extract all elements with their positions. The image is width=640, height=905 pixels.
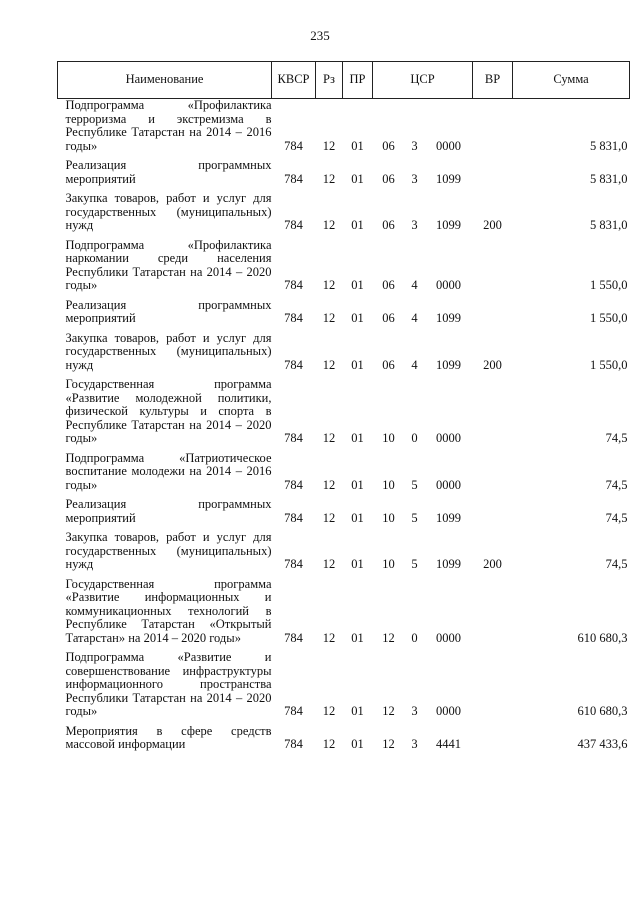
- cell-csr-subprogram: 3: [411, 704, 418, 718]
- cell-csr-direction: 1099: [436, 171, 461, 186]
- cell-vr: [473, 157, 513, 190]
- header-name: Наименование: [58, 62, 272, 99]
- cell-csr-program: 12: [382, 630, 395, 645]
- cell-vr: [473, 496, 513, 529]
- cell-rz: 12: [322, 431, 336, 445]
- cell-pr: 01: [351, 477, 364, 492]
- cell-csr-direction: 1099: [436, 557, 461, 571]
- cell-rz: 12: [322, 278, 336, 292]
- cell-name: Реализация программных мероприятий: [65, 497, 272, 525]
- header-rz: Рз: [316, 62, 343, 99]
- cell-name: Реализация программных мероприятий: [65, 158, 272, 186]
- cell-pr: 01: [351, 357, 364, 372]
- cell-name: Подпрограмма «Патриотическое воспитание молодежи на 2014 – 2016 годы»: [65, 450, 272, 492]
- cell-kvsr: 784: [284, 737, 303, 751]
- cell-csr-direction: 0000: [436, 138, 461, 153]
- cell-rz: 12: [322, 357, 336, 372]
- cell-vr: [473, 376, 513, 450]
- cell-name: Подпрограмма «Развитие и совершенствование инфраструктуры информационного пространства Республики Татарстан на 2014 – 2020 годы»: [65, 650, 272, 718]
- cell-name: Государственная программа «Развитие информационных и коммуникационных технологий в Республике Татарстан «Открытый Татарстан» на 2014 – 2020 годы»: [65, 576, 272, 645]
- cell-rz: 12: [322, 138, 336, 153]
- cell-csr-program: 06: [382, 138, 395, 153]
- table-row: [58, 649, 630, 723]
- cell-rz: 12: [322, 171, 336, 186]
- cell-csr-direction: 0000: [436, 477, 461, 492]
- cell-csr-program: 06: [382, 357, 395, 372]
- cell-sum: 5 831,0: [590, 138, 628, 153]
- cell-csr-program: 10: [382, 510, 395, 525]
- cell-sum: 1 550,0: [590, 311, 628, 325]
- cell-csr-direction: 0000: [436, 704, 461, 718]
- header-kvsr: КВСР: [272, 62, 316, 99]
- cell-rz: 12: [322, 510, 336, 525]
- cell-name: Закупка товаров, работ и услуг для государственных (муниципальных) нужд: [65, 330, 272, 372]
- cell-sum: 5 831,0: [590, 171, 628, 186]
- cell-kvsr: 784: [284, 431, 303, 445]
- cell-sum: 5 831,0: [590, 218, 628, 232]
- cell-csr-direction: 0000: [436, 278, 461, 292]
- cell-rz: 12: [322, 704, 336, 718]
- cell-rz: 12: [322, 737, 336, 751]
- cell-kvsr: 784: [284, 311, 303, 325]
- cell-name: Государственная программа «Развитие молодежной политики, физической культуры и спорта в Республике Татарстан на 2014 – 2020 годы»: [65, 377, 272, 445]
- cell-sum: 610 680,3: [577, 704, 628, 718]
- cell-csr-subprogram: 5: [411, 477, 418, 492]
- table-row: [58, 376, 630, 450]
- table-row: [58, 330, 630, 377]
- cell-kvsr: 784: [284, 138, 303, 153]
- cell-kvsr: 784: [284, 278, 303, 292]
- table-row: [58, 529, 630, 576]
- cell-csr-program: 10: [382, 557, 395, 571]
- table-row: [58, 496, 630, 529]
- cell-pr: 01: [351, 311, 364, 325]
- cell-csr-program: 06: [382, 171, 395, 186]
- cell-csr-subprogram: 0: [411, 431, 418, 445]
- cell-csr-program: 06: [382, 278, 395, 292]
- table-row: [58, 157, 630, 190]
- cell-sum: 74,5: [605, 510, 628, 525]
- cell-csr-subprogram: 4: [411, 278, 418, 292]
- cell-name: Мероприятия в сфере средств массовой информации: [65, 723, 272, 751]
- cell-csr-subprogram: 5: [411, 510, 418, 525]
- cell-pr: 01: [351, 510, 364, 525]
- cell-csr-direction: 0000: [436, 431, 461, 445]
- table-row: [58, 297, 630, 330]
- cell-sum: 1 550,0: [590, 278, 628, 292]
- cell-csr-subprogram: 3: [411, 737, 418, 751]
- cell-csr-direction: 0000: [436, 630, 461, 645]
- cell-csr-subprogram: 3: [411, 138, 418, 153]
- cell-kvsr: 784: [284, 704, 303, 718]
- cell-sum: 74,5: [605, 557, 628, 571]
- cell-pr: 01: [351, 704, 364, 718]
- cell-vr: [473, 99, 513, 158]
- table-header-row: [58, 62, 630, 99]
- header-pr: ПР: [343, 62, 373, 99]
- cell-name: Реализация программных мероприятий: [65, 297, 272, 325]
- table-row: [58, 450, 630, 497]
- cell-vr: [473, 649, 513, 723]
- cell-csr-subprogram: 0: [411, 630, 418, 645]
- cell-pr: 01: [351, 278, 364, 292]
- cell-pr: 01: [351, 218, 364, 232]
- cell-rz: 12: [322, 311, 336, 325]
- cell-csr-subprogram: 3: [411, 218, 418, 232]
- cell-rz: 12: [322, 218, 336, 232]
- cell-csr-subprogram: 3: [411, 171, 418, 186]
- cell-vr: 200: [483, 557, 502, 571]
- cell-csr-program: 10: [382, 477, 395, 492]
- table-row: [58, 237, 630, 297]
- cell-pr: 01: [351, 737, 364, 751]
- cell-pr: 01: [351, 431, 364, 445]
- cell-csr-subprogram: 4: [411, 311, 418, 325]
- cell-vr: [473, 237, 513, 297]
- cell-rz: 12: [322, 557, 336, 571]
- cell-sum: 437 433,6: [577, 737, 628, 751]
- cell-sum: 74,5: [605, 477, 628, 492]
- cell-vr: 200: [483, 218, 502, 232]
- cell-kvsr: 784: [284, 477, 303, 492]
- cell-kvsr: 784: [284, 510, 303, 525]
- cell-pr: 01: [351, 630, 364, 645]
- cell-csr-direction: 1099: [436, 311, 461, 325]
- cell-kvsr: 784: [284, 218, 303, 232]
- cell-name: Подпрограмма «Профилактика наркомании среди населения Республики Татарстан на 2014 – 2020 годы»: [65, 237, 272, 292]
- cell-csr-subprogram: 5: [411, 557, 418, 571]
- cell-rz: 12: [322, 630, 336, 645]
- cell-csr-program: 06: [382, 311, 395, 325]
- cell-pr: 01: [351, 138, 364, 153]
- cell-csr-program: 12: [382, 704, 395, 718]
- cell-vr: [473, 297, 513, 330]
- cell-pr: 01: [351, 171, 364, 186]
- cell-csr-direction: 1099: [436, 357, 461, 372]
- cell-vr: [473, 723, 513, 756]
- cell-kvsr: 784: [284, 171, 303, 186]
- cell-csr-direction: 4441: [436, 737, 461, 751]
- cell-kvsr: 784: [284, 630, 303, 645]
- table-row: [58, 99, 630, 158]
- cell-csr-program: 12: [382, 737, 395, 751]
- cell-vr: [473, 450, 513, 497]
- cell-name: Закупка товаров, работ и услуг для государственных (муниципальных) нужд: [65, 530, 272, 571]
- table-row: [58, 190, 630, 237]
- cell-vr: [473, 576, 513, 650]
- table-row: [58, 723, 630, 756]
- cell-name: Закупка товаров, работ и услуг для государственных (муниципальных) нужд: [65, 191, 272, 232]
- cell-kvsr: 784: [284, 557, 303, 571]
- cell-csr-direction: 1099: [436, 510, 461, 525]
- table-body: [58, 99, 630, 756]
- table-row: [58, 576, 630, 650]
- cell-csr-program: 10: [382, 431, 395, 445]
- cell-pr: 01: [351, 557, 364, 571]
- cell-sum: 1 550,0: [590, 357, 628, 372]
- cell-kvsr: 784: [284, 357, 303, 372]
- cell-csr-direction: 1099: [436, 218, 461, 232]
- cell-sum: 74,5: [605, 431, 628, 445]
- cell-csr-subprogram: 4: [411, 357, 418, 372]
- cell-rz: 12: [322, 477, 336, 492]
- cell-name: Подпрограмма «Профилактика терроризма и экстремизма в Республике Татарстан на 2014 – 2016 годы»: [65, 98, 272, 153]
- page-number: 235: [310, 28, 330, 43]
- header-vr: ВР: [473, 62, 513, 99]
- cell-vr: 200: [483, 357, 502, 372]
- cell-sum: 610 680,3: [577, 630, 628, 645]
- header-csr: ЦСР: [373, 62, 473, 99]
- header-sum: Сумма: [513, 62, 630, 99]
- budget-table: [57, 61, 630, 756]
- cell-csr-program: 06: [382, 218, 395, 232]
